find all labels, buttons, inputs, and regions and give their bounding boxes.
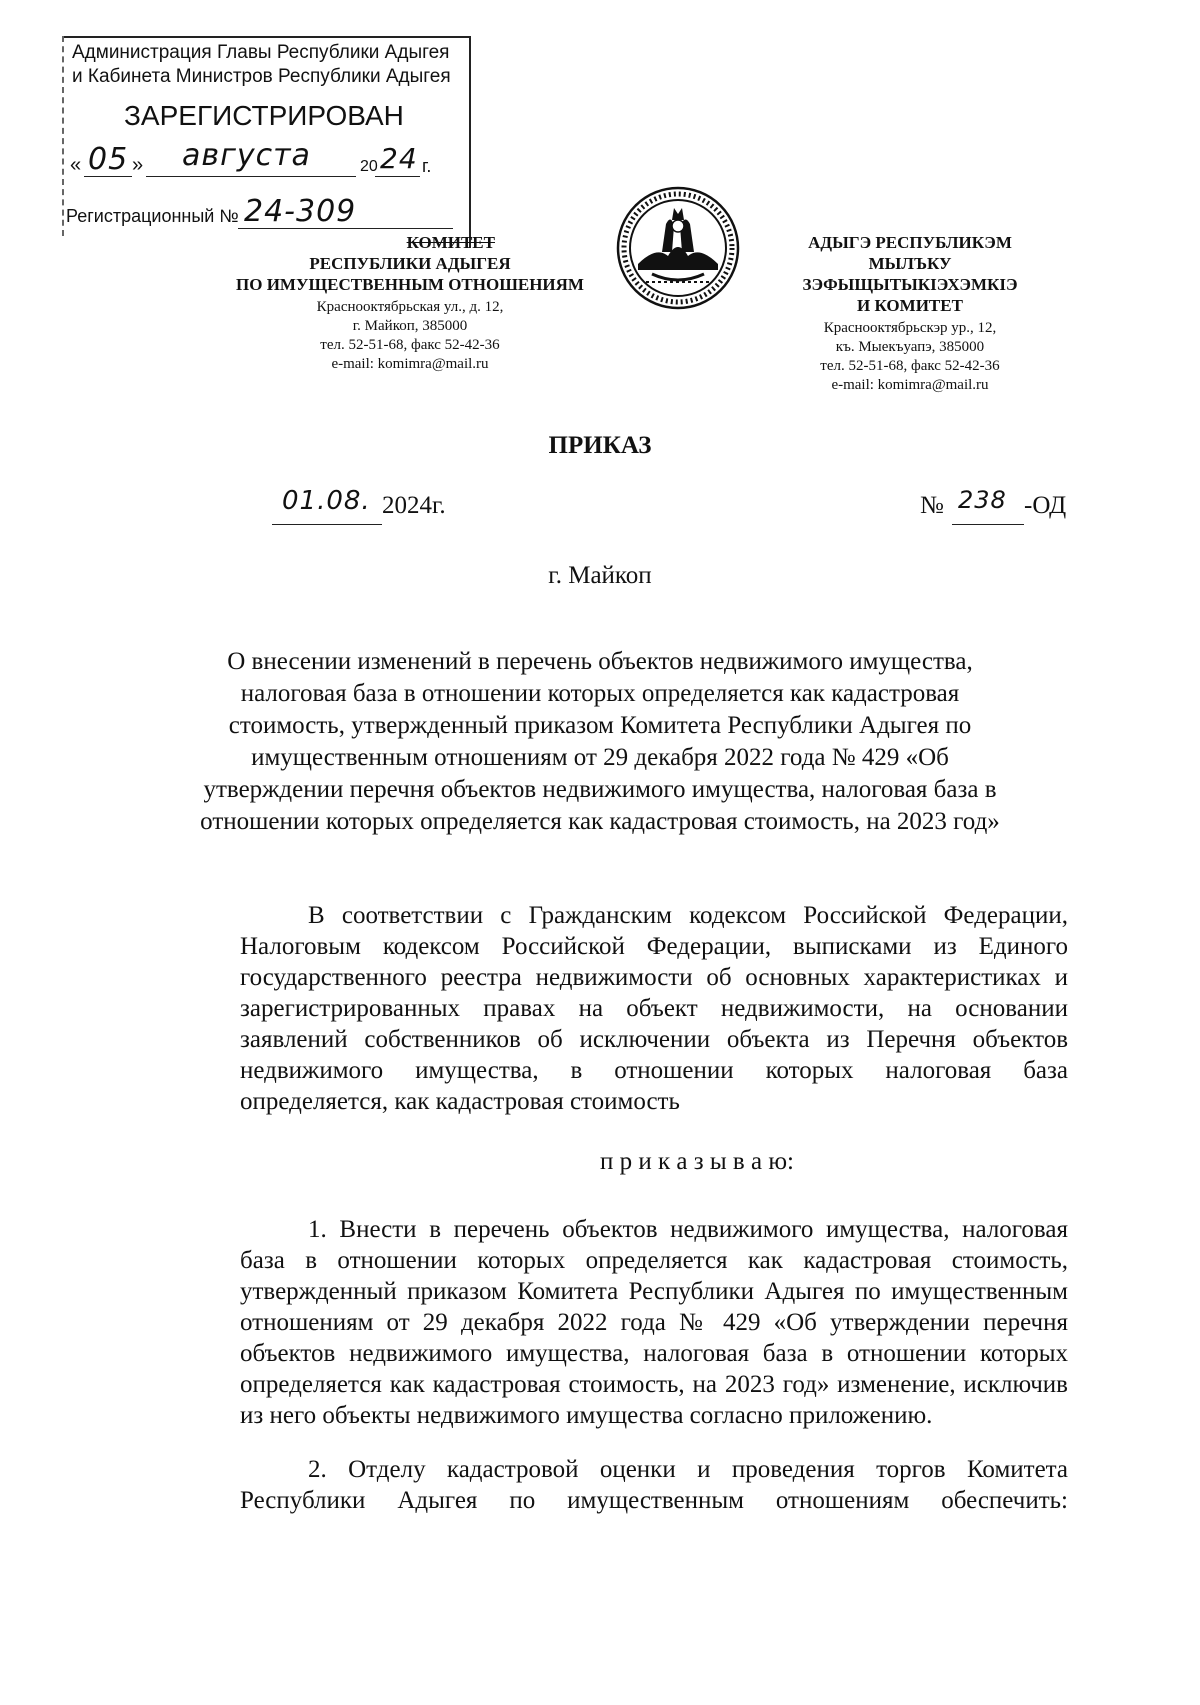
- header-left-line-3: ПО ИМУЩЕСТВЕННЫМ ОТНОШЕНИЯМ: [236, 275, 584, 294]
- header-left: [230, 232, 590, 374]
- document-title-line: отношении которых определяется как кадастровая стоимость, на 2023 год»: [200, 808, 1000, 835]
- document-title-line: налоговая база в отношении которых определяется как кадастровая: [240, 680, 960, 707]
- header-left-address-1: Краснооктябрьская ул., д. 12,: [316, 299, 504, 315]
- stamp-line-1: Администрация Главы Республики Адыгея: [72, 42, 450, 63]
- header-left-line-1: КОМИТЕТ: [406, 233, 495, 252]
- adygea-coat-of-arms-icon: [616, 186, 740, 310]
- stamp-year-suffix: 24: [380, 142, 418, 175]
- stamp-date-row: [70, 138, 465, 182]
- stamp-close-quote: »: [132, 154, 144, 176]
- document-number-handwritten: 238: [958, 486, 1007, 514]
- stamp-open-quote: «: [70, 154, 82, 176]
- document-number-suffix: -ОД: [1024, 492, 1067, 519]
- preamble-paragraph: В соответствии с Гражданским кодексом Российской Федерации, Налоговым кодексом Российской Федерации, выписками из Единого государственного реестра недвижимости об основных характеристиках и зарегистрированных правах на объект недвижимости, на основании заявлений собственников об исключении объекта из Перечня объектов недвижимого имущества, в отношении которых налоговая база определяется, как кадастровая стоимость: [240, 902, 1068, 1115]
- stamp-status: ЗАРЕГИСТРИРОВАН: [124, 100, 404, 131]
- document-title-line: имущественным отношениям от 29 декабря 2022 года № 429 «Об: [251, 744, 949, 771]
- order-item-1: 1. Внести в перечень объектов недвижимого имущества, налоговая база в отношении которых определяется как кадастровая стоимость, утвержденный приказом Комитета Республики Адыгея по имущественным отношениям от 29 декабря 2022 года № 429 «Об утверждении перечня объектов недвижимого имущества, налоговая база в отношении которых определяется как кадастровая стоимость, на 2023 год» изменение, исключив из него объекты недвижимого имущества согласно приложению.: [240, 1216, 1068, 1429]
- header-right-email: e-mail: komimra@mail.ru: [831, 377, 989, 393]
- stamp-reg-label: Регистрационный №: [66, 206, 239, 226]
- stamp-month: августа: [182, 138, 311, 173]
- document-date: [272, 486, 472, 532]
- document-date-handwritten: 01.08.: [282, 486, 371, 516]
- header-right-address-2: къ. Мыекъуапэ, 385000: [835, 339, 985, 355]
- header-right-phone: тел. 52-51-68, факс 52-42-36: [820, 358, 1000, 374]
- document-title-line: утверждении перечня объектов недвижимого имущества, налоговая база в: [203, 776, 997, 803]
- header-right-line-3: И КОМИТЕТ: [857, 296, 963, 315]
- stamp-year-prefix: 20: [360, 158, 378, 175]
- stamp-line-2: и Кабинета Министров Республики Адыгея: [72, 66, 451, 87]
- document-type: ПРИКАЗ: [548, 432, 652, 459]
- document-title-line: О внесении изменений в перечень объектов недвижимого имущества,: [227, 648, 973, 675]
- stamp-reg-number: 24-309: [244, 194, 357, 229]
- order-word: п р и к а з ы в а ю:: [600, 1148, 794, 1175]
- header-left-line-2: РЕСПУБЛИКИ АДЫГЕЯ: [309, 254, 511, 273]
- document-date-year: 2024г.: [382, 492, 446, 519]
- header-left-phone: тел. 52-51-68, факс 52-42-36: [320, 337, 500, 353]
- stamp-year-unit: г.: [422, 156, 432, 176]
- header-left-email: e-mail: komimra@mail.ru: [331, 356, 489, 372]
- header-right-line-1: АДЫГЭ РЕСПУБЛИКЭМ: [808, 233, 1012, 252]
- document-title: [140, 646, 1060, 838]
- registration-stamp: [64, 36, 471, 248]
- stamp-day: 05: [88, 142, 129, 177]
- order-item-2: 2. Отделу кадастровой оценки и проведения торгов Комитета Республики Адыгея по имущественным отношениям обеспечить:: [240, 1456, 1068, 1514]
- document-city: г. Майкоп: [548, 562, 652, 589]
- header-left-address-2: г. Майкоп, 385000: [352, 318, 468, 334]
- document-number-prefix: №: [920, 492, 944, 519]
- document-number: [920, 486, 1090, 532]
- document-title-line: стоимость, утвержденный приказом Комитета Республики Адыгея по: [228, 712, 972, 739]
- header-right-address-1: Краснооктябрьскэр ур., 12,: [823, 320, 997, 336]
- header-right: [760, 232, 1060, 395]
- header-right-line-2: МЫЛЪКУ ЗЭФЫЩЫТЫКІЭХЭМКІЭ: [802, 254, 1018, 294]
